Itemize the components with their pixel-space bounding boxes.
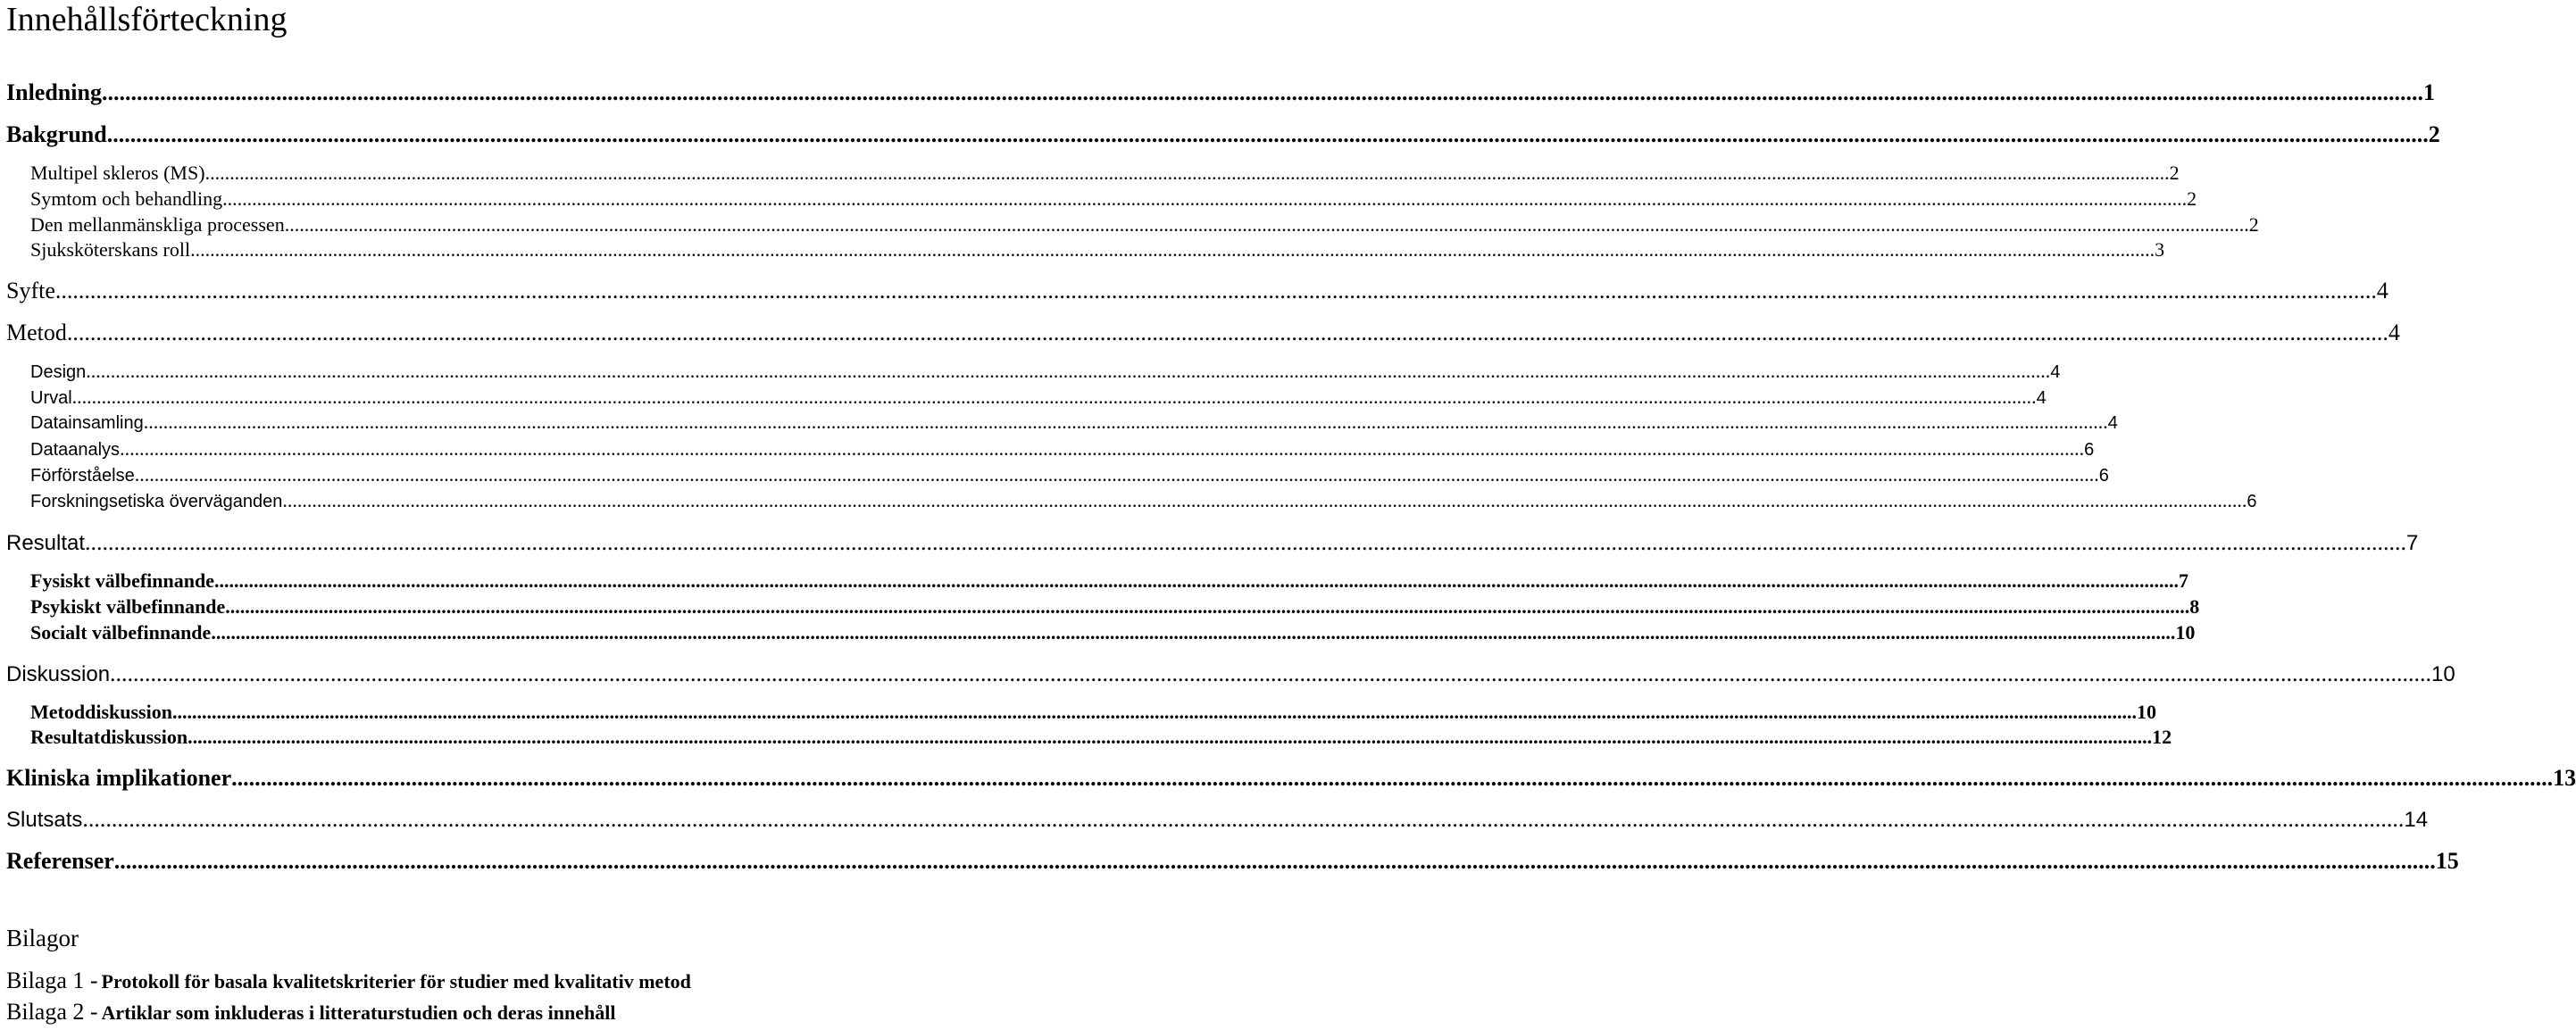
toc-entry-design[interactable] [30,359,2061,384]
toc-label: Fysiskt välbefinnande [30,569,214,592]
toc-label: Syfte [6,278,55,303]
toc-leader-dots: ................................................................................................................................................................................................................................................................................................................................................................................................................ [54,278,2377,303]
toc-label: Den mellanmänskliga processen [30,213,285,236]
toc-label: Psykiskt välbefinnande [30,595,226,618]
toc-page-number: 10 [2175,621,2196,644]
toc-page-number: 4 [2376,278,2388,303]
toc-label: Metod [6,320,67,345]
toc-entry-dataanalys[interactable] [30,436,2095,461]
toc-label: Resultat [6,531,86,555]
toc-label: Dataanalys [30,440,121,460]
toc-label: Kliniska implikationer [6,765,232,791]
toc-leader-dots: ................................................................................................................................................................................................................................................................................................................................................................................................................ [66,320,2388,345]
toc-page-number: 10 [2431,662,2455,686]
toc-entry-urval[interactable] [30,385,2047,410]
toc-leader-dots: ................................................................................................................................................................................................................................................................................................................................................................................................................ [204,162,2170,184]
toc-page-number: 4 [2388,320,2400,345]
toc-entry-resultat[interactable] [6,527,2419,558]
toc-leader-dots: ................................................................................................................................................................................................................................................................................................................................................................................................................ [106,121,2429,147]
toc-label: Design [30,362,87,382]
toc-leader-dots: ................................................................................................................................................................................................................................................................................................................................................................................................................ [85,529,2407,555]
appendix-item-1 [6,967,857,999]
toc-leader-dots: ................................................................................................................................................................................................................................................................................................................................................................................................................ [171,701,2137,723]
toc-entry-symtom-och-behandling[interactable] [30,187,2197,212]
appendix-number: Bilaga 2 - [6,999,98,1025]
toc-page-number: 14 [2404,808,2429,832]
toc-entry-forforstaelse[interactable] [30,462,2109,487]
toc-page-number: 6 [2084,440,2095,460]
toc-leader-dots: ................................................................................................................................................................................................................................................................................................................................................................................................................ [214,569,2179,592]
toc-entry-fysiskt-valbefinnande[interactable] [30,569,2188,594]
toc-label: Urval [30,388,72,408]
toc-page-number: 2 [2187,187,2197,210]
toc-entry-metod[interactable] [6,318,2400,348]
toc-label: Metoddiskussion [30,701,172,723]
toc-leader-dots: ................................................................................................................................................................................................................................................................................................................................................................................................................ [82,806,2405,832]
toc-leader-dots: ................................................................................................................................................................................................................................................................................................................................................................................................................ [222,187,2188,210]
toc-label: Inledning [6,79,102,105]
toc-entry-bakgrund[interactable] [6,120,2440,150]
toc-label: Bakgrund [6,121,107,147]
toc-entry-kliniska-implikationer[interactable] [6,763,2576,793]
toc-entry-multipel-skleros[interactable] [30,161,2180,186]
toc-page-number: 1 [2422,79,2435,105]
toc-label: Förförståelse [30,466,135,486]
toc-leader-dots: ................................................................................................................................................................................................................................................................................................................................................................................................................ [143,411,2108,433]
toc-leader-dots: ................................................................................................................................................................................................................................................................................................................................................................................................................ [120,437,2085,460]
toc-entry-datainsamling[interactable] [30,410,2118,435]
toc-page-number: 4 [2050,362,2061,382]
toc-entry-diskussion[interactable] [6,659,2455,689]
toc-label: Sjuksköterskans roll [30,238,191,261]
toc-entry-forskningsetiska-overvaganden[interactable] [30,488,2257,513]
toc-page-number: 2 [2169,162,2180,184]
appendix-text: Artiklar som inkluderas i litteraturstudien och deras innehåll [101,1001,616,1024]
toc-leader-dots: ................................................................................................................................................................................................................................................................................................................................................................................................................ [225,595,2190,618]
toc-label: Symtom och behandling [30,187,223,210]
toc-entry-socialt-valbefinnande[interactable] [30,620,2196,645]
toc-page-number: 3 [2155,238,2165,261]
toc-leader-dots: ................................................................................................................................................................................................................................................................................................................................................................................................................ [86,360,2051,382]
toc-page-number: 4 [2107,413,2118,433]
toc-page-number: 7 [2179,569,2188,592]
toc-entry-metoddiskussion[interactable] [30,700,2156,725]
toc-page-number: 10 [2136,701,2156,723]
toc-page-number: 7 [2406,531,2419,555]
toc-page-number: 2 [2248,213,2259,236]
toc-leader-dots: ................................................................................................................................................................................................................................................................................................................................................................................................................ [188,726,2153,748]
toc-leader-dots: ................................................................................................................................................................................................................................................................................................................................................................................................................ [101,79,2423,105]
toc-page-number: 6 [2247,492,2257,511]
toc-entry-psykiskt-valbefinnande[interactable] [30,594,2200,619]
toc-leader-dots: ................................................................................................................................................................................................................................................................................................................................................................................................................ [110,660,2432,686]
toc-entry-inledning[interactable] [6,78,2435,108]
toc-leader-dots: ................................................................................................................................................................................................................................................................................................................................................................................................................ [282,489,2247,511]
toc-label: Slutsats [6,808,83,832]
toc-page-number: 4 [2036,388,2047,408]
toc-page-number: 15 [2435,848,2459,874]
page-title: Innehållsförteckning [6,1,288,38]
toc-leader-dots: ................................................................................................................................................................................................................................................................................................................................................................................................................ [134,463,2099,486]
toc-leader-dots: ................................................................................................................................................................................................................................................................................................................................................................................................................ [231,765,2554,791]
toc-page-number: 2 [2428,121,2440,147]
toc-page-number: 8 [2189,595,2200,618]
toc-leader-dots: ................................................................................................................................................................................................................................................................................................................................................................................................................ [71,386,2037,408]
toc-entry-syfte[interactable] [6,276,2388,306]
toc-label: Multipel skleros (MS) [30,162,205,184]
toc-label: Socialt välbefinnande [30,621,212,644]
toc-label: Referenser [6,848,114,874]
toc-leader-dots: ................................................................................................................................................................................................................................................................................................................................................................................................................ [284,213,2249,236]
toc-leader-dots: ................................................................................................................................................................................................................................................................................................................................................................................................................ [211,621,2176,644]
toc-entry-sjukskoterskans-roll[interactable] [30,237,2165,262]
appendix-text: Protokoll för basala kvalitetskriterier för studier med kvalitativ metod [101,970,691,993]
toc-leader-dots: ................................................................................................................................................................................................................................................................................................................................................................................................................ [190,238,2155,261]
toc-entry-slutsats[interactable] [6,804,2429,835]
appendix-number: Bilaga 1 - [6,968,98,993]
toc-label: Forskningsetiska överväganden [30,492,283,511]
toc-page-number: 6 [2098,466,2109,486]
toc-label: Resultatdiskussion [30,726,188,748]
appendix-item-2 [6,998,857,1030]
toc-page-number: 12 [2152,726,2172,748]
toc-entry-den-mellanmanskliga-processen[interactable] [30,212,2259,237]
toc-leader-dots: ................................................................................................................................................................................................................................................................................................................................................................................................................ [113,848,2436,874]
toc-label: Diskussion [6,662,111,686]
appendix-heading: Bilagor [6,925,79,951]
toc-entry-referenser[interactable] [6,846,2459,876]
toc-page-number: 13 [2553,765,2576,791]
toc-entry-resultatdiskussion[interactable] [30,725,2172,750]
toc-label: Datainsamling [30,413,144,433]
